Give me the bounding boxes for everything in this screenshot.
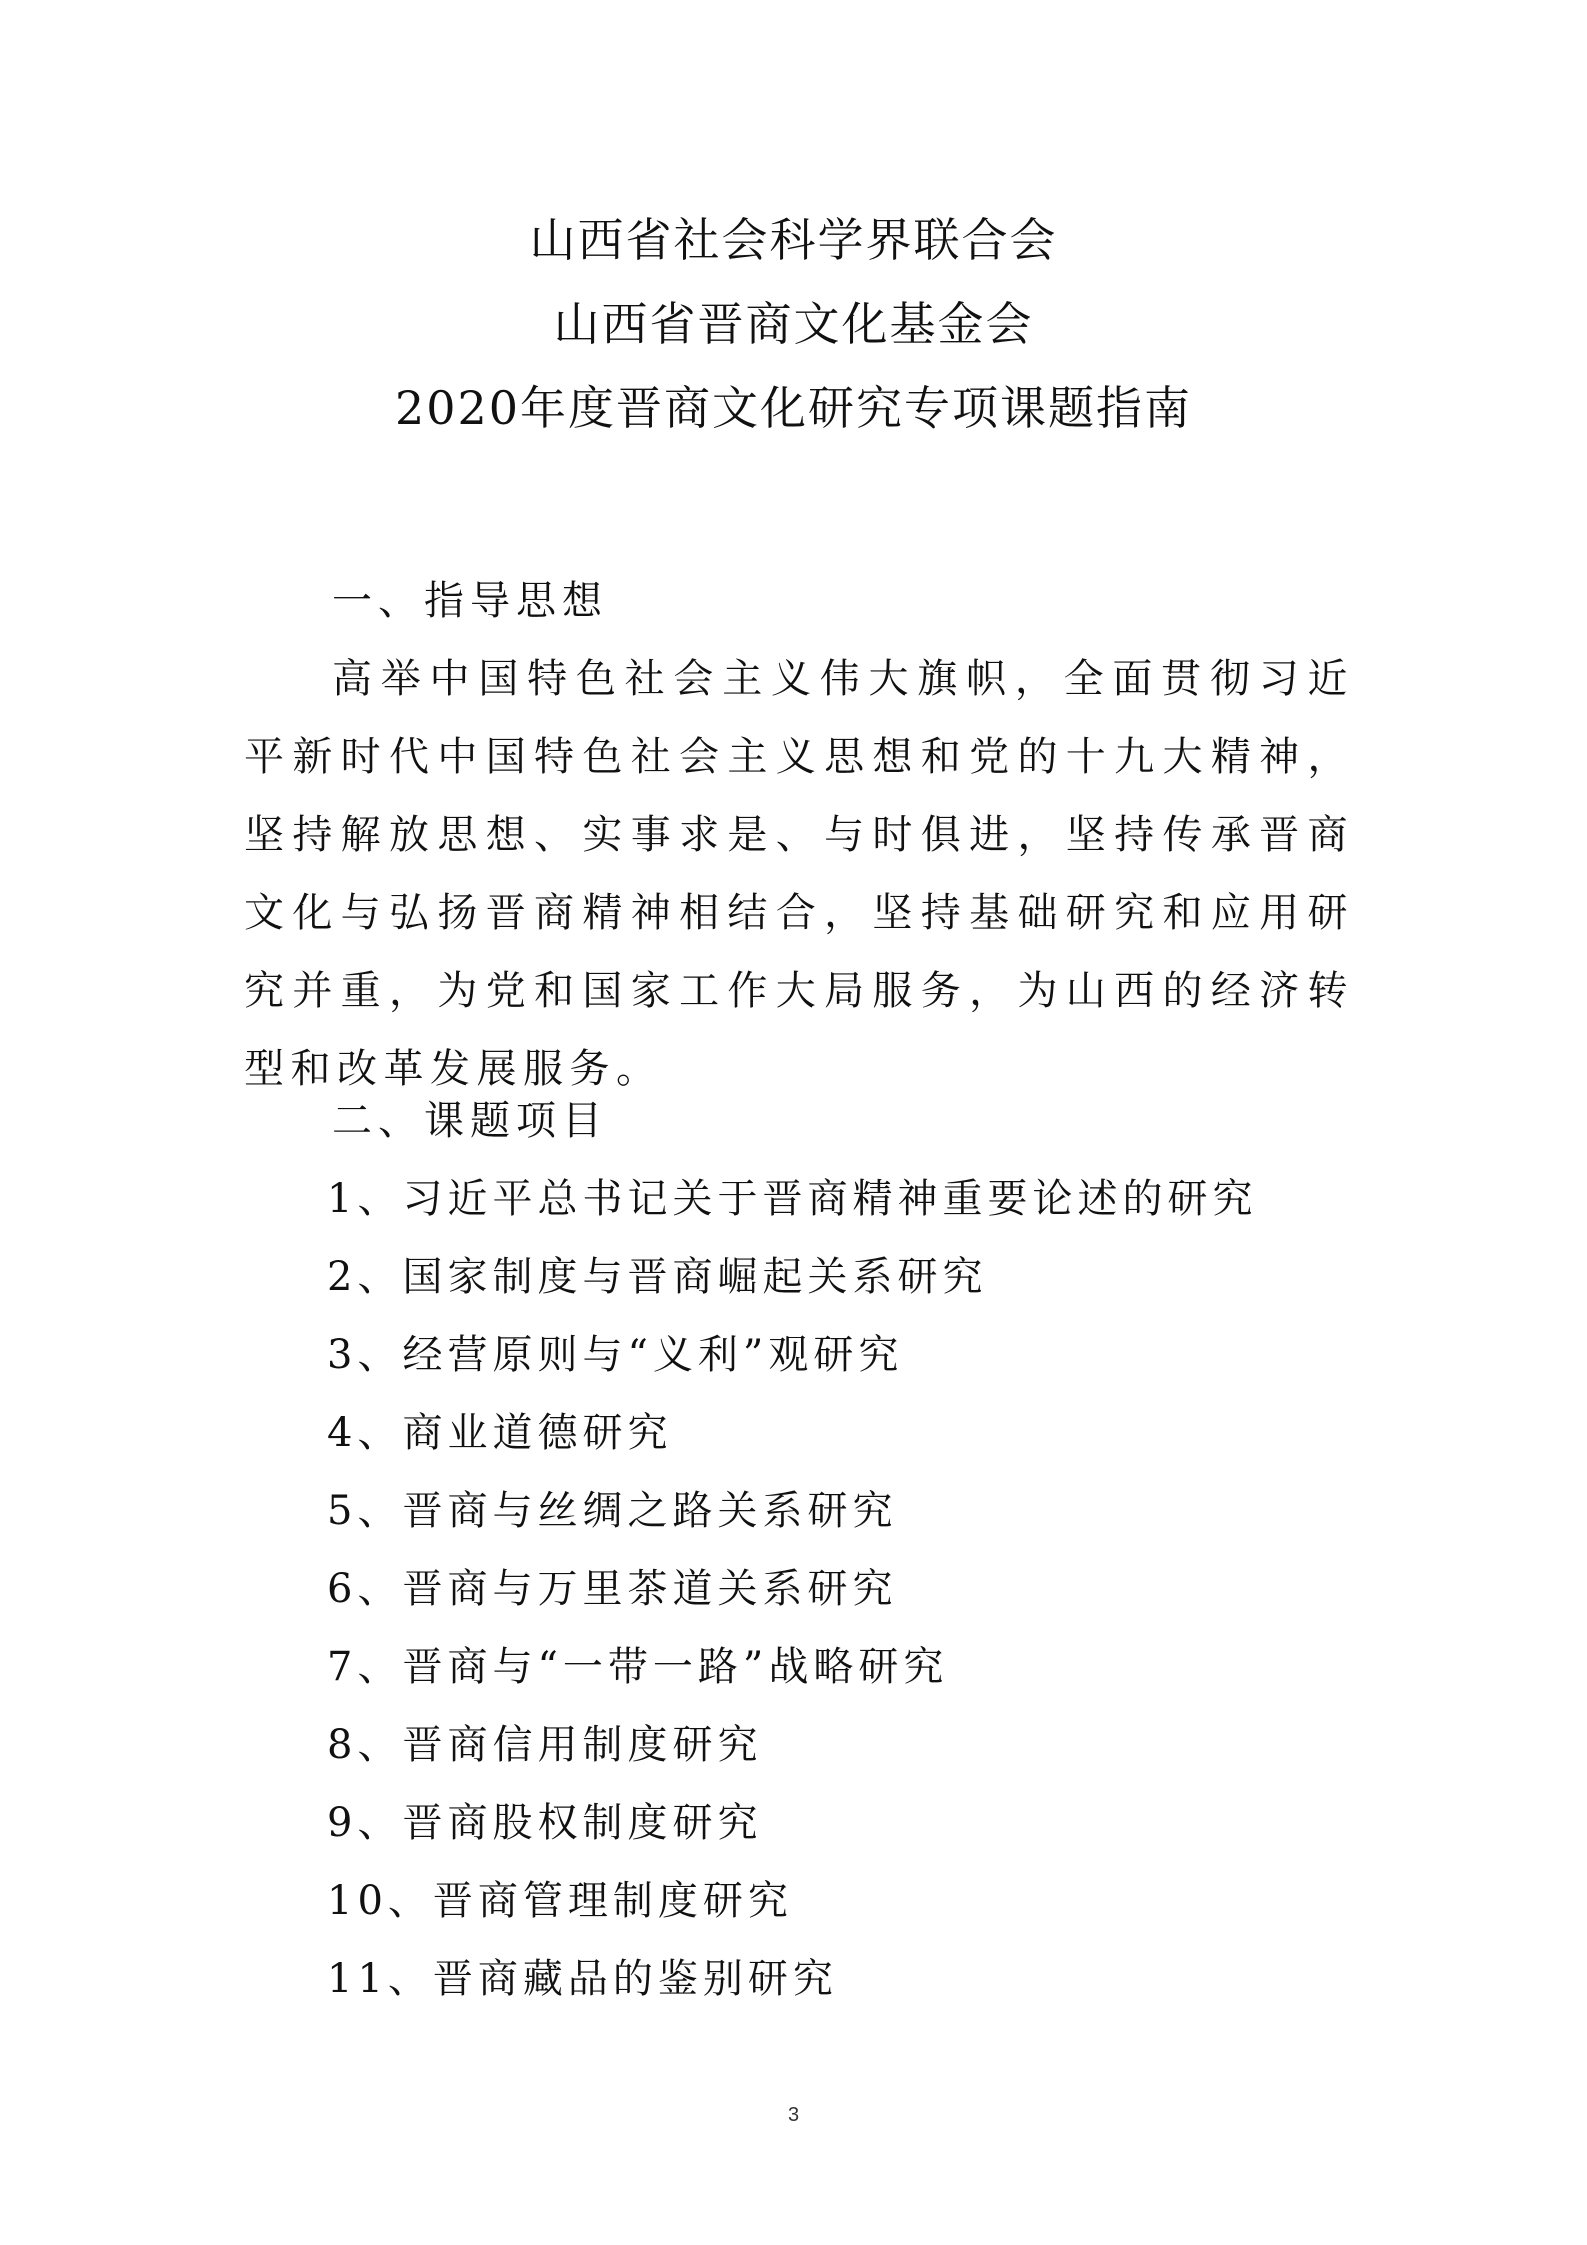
section-heading: 一、指导思想 (332, 578, 608, 624)
list-item: 4、商业道德研究 (327, 1410, 673, 1456)
document-title (0, 198, 1587, 450)
list-item: 9、晋商股权制度研究 (327, 1800, 763, 1846)
section-heading: 二、课题项目 (332, 1098, 608, 1144)
list-item: 2、国家制度与晋商崛起关系研究 (327, 1254, 988, 1300)
list-item: 5、晋商与丝绸之路关系研究 (327, 1488, 898, 1534)
section-research-topics (244, 1082, 1354, 2018)
list-item: 10、晋商管理制度研究 (327, 1878, 793, 1924)
section-body-paragraph: 高举中国特色社会主义伟大旗帜，全面贯彻习近平新时代中国特色社会主义思想和党的十九大精神，坚持解放思想、实事求是、与时俱进，坚持传承晋商文化与弘扬晋商精神相结合，坚持基础研究和应用研究并重，为党和国家工作大局服务，为山西的经济转型和改革发展服务。 (244, 656, 1354, 1092)
title-line-guide: 2020年度晋商文化研究专项课题指南 (394, 381, 1193, 435)
list-item: 3、经营原则与“义利”观研究 (327, 1332, 904, 1378)
list-item: 1、习近平总书记关于晋商精神重要论述的研究 (327, 1176, 1258, 1222)
section-guiding-ideology (244, 562, 1354, 1108)
title-line-organization-1: 山西省社会科学界联合会 (529, 213, 1058, 267)
title-line-organization-2: 山西省晋商文化基金会 (553, 297, 1034, 351)
page-number: 3 (787, 2104, 800, 2126)
list-item: 6、晋商与万里茶道关系研究 (327, 1566, 898, 1612)
list-item: 7、晋商与“一带一路”战略研究 (327, 1644, 949, 1690)
topic-list (244, 1160, 1354, 2018)
list-item: 8、晋商信用制度研究 (327, 1722, 763, 1768)
list-item: 11、晋商藏品的鉴别研究 (327, 1956, 838, 2002)
